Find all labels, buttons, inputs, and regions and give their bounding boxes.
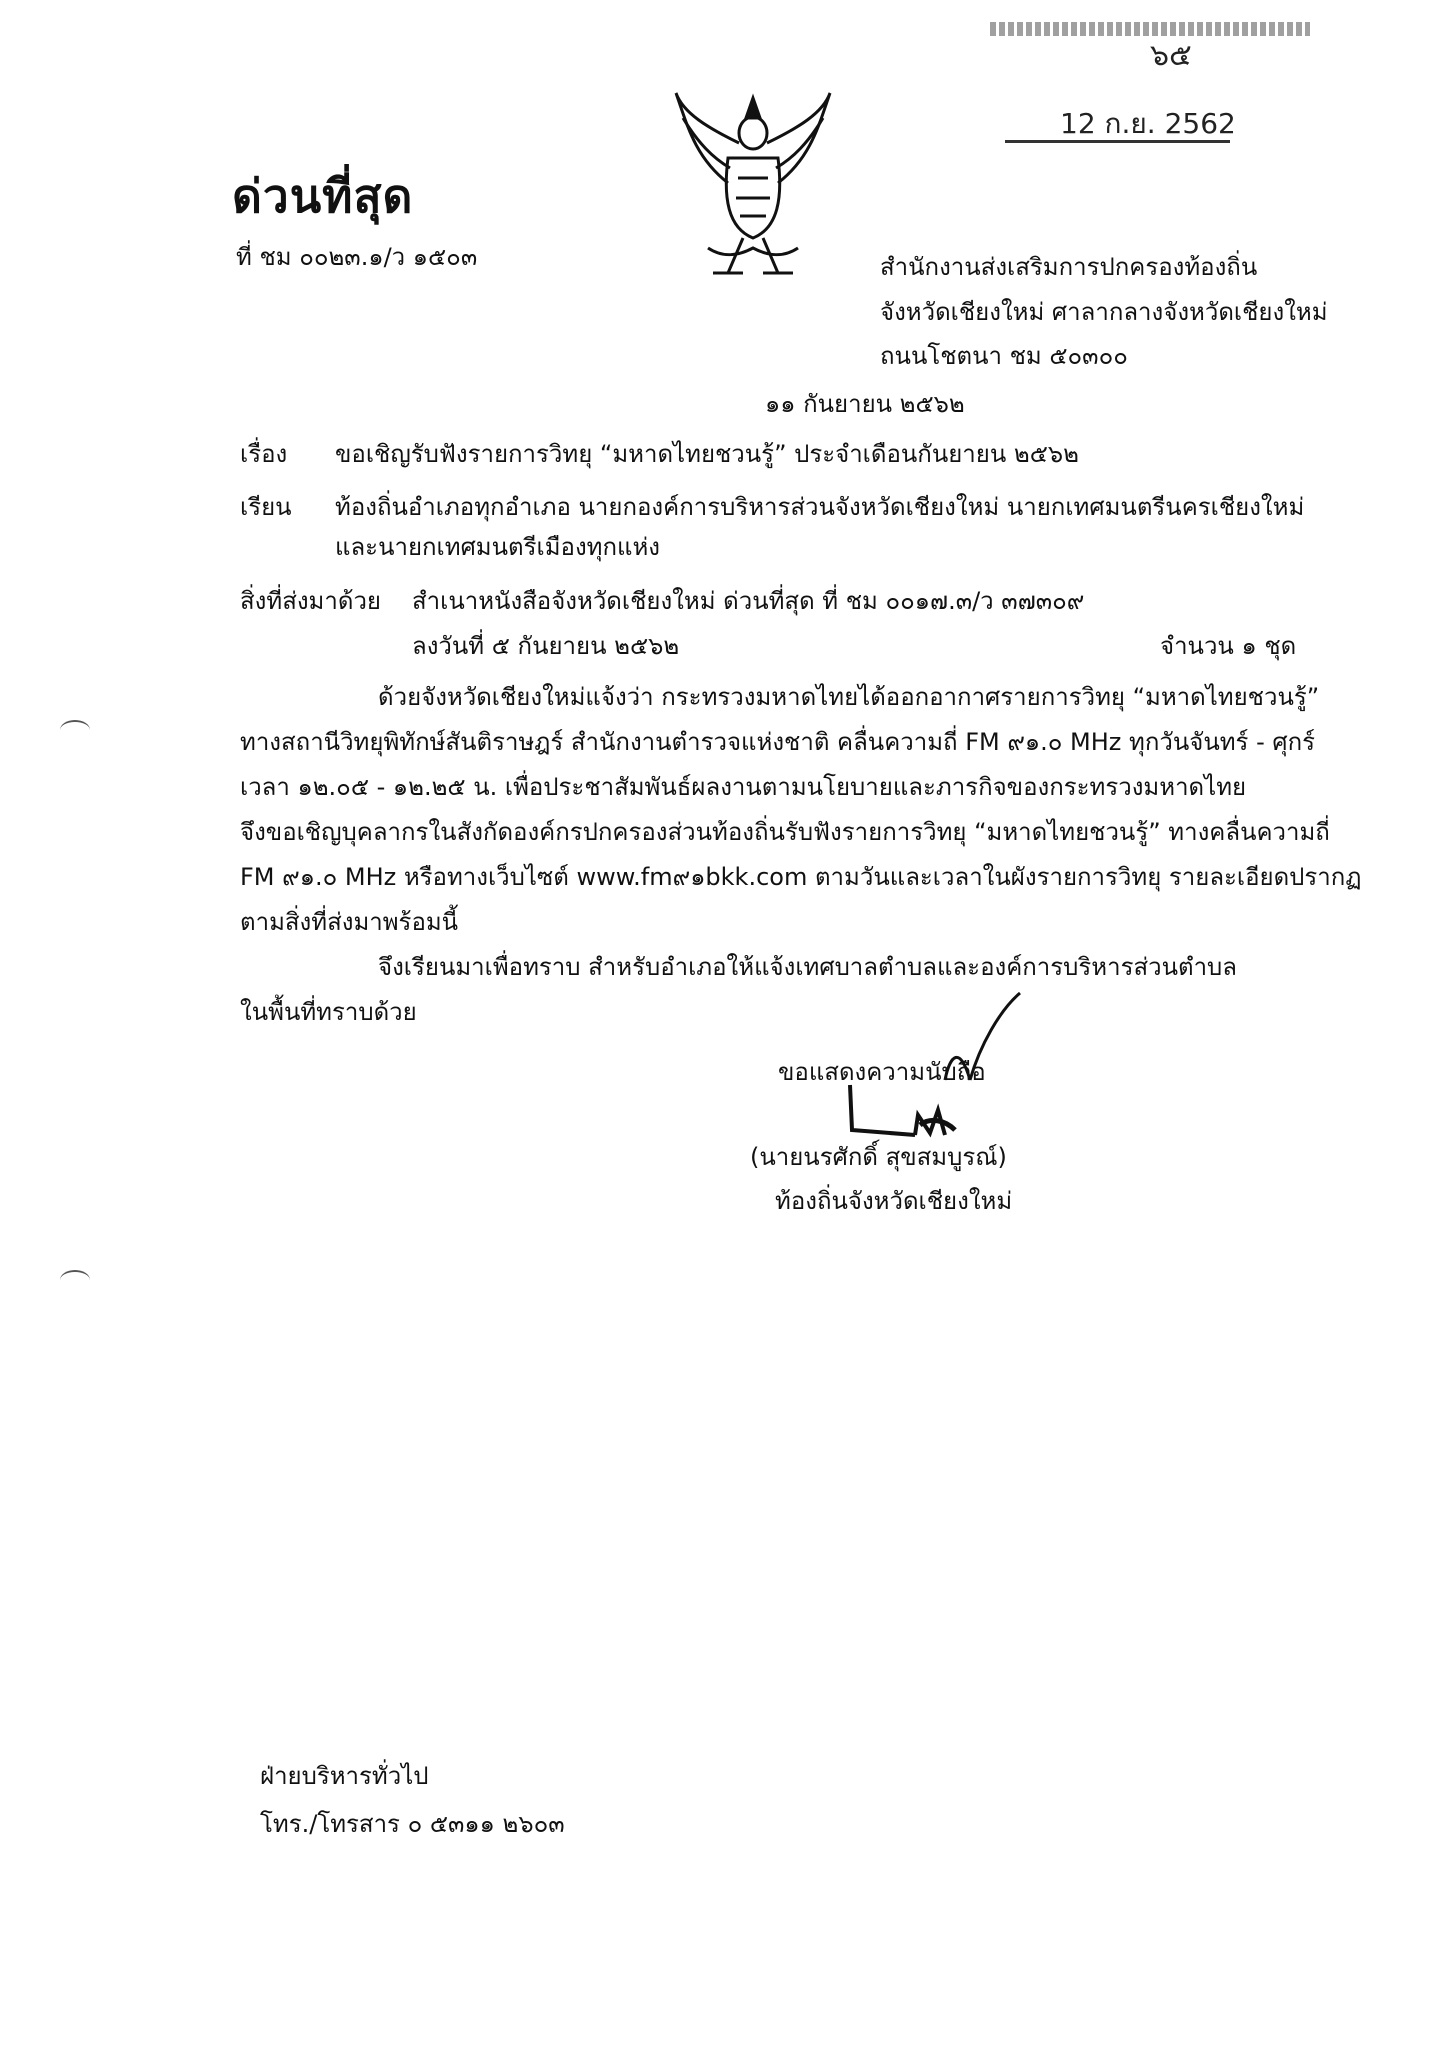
sender-org-line-2: จังหวัดเชียงใหม่ ศาลากลางจังหวัดเชียงใหม่ <box>880 298 1328 326</box>
receive-stamp <box>990 14 1320 154</box>
enclosure-label: สิ่งที่ส่งมาด้วย <box>240 587 381 615</box>
body-para1-line-3: เวลา ๑๒.๐๕ - ๑๒.๒๕ น. เพื่อประชาสัมพันธ์ผลงานตามนโยบายและภารกิจของกระทรวงมหาดไทย <box>240 773 1247 801</box>
sender-org-line-3: ถนนโชตนา ชม ๕๐๓๐๐ <box>880 342 1128 370</box>
footer-department: ฝ่ายบริหารทั่วไป <box>260 1762 429 1790</box>
to-line-2: และนายกเทศมนตรีเมืองทุกแห่ง <box>335 533 661 561</box>
stamp-number: ๖๕ <box>1150 38 1192 73</box>
to-label: เรียน <box>240 493 292 521</box>
subject-label: เรื่อง <box>240 440 288 468</box>
enclosure-line-2: ลงวันที่ ๕ กันยายน ๒๕๖๒ <box>412 632 680 660</box>
to-line-1: ท้องถิ่นอำเภอทุกอำเภอ นายกองค์การบริหารส่วนจังหวัดเชียงใหม่ นายกเทศมนตรีนครเชียงใหม่ <box>335 493 1305 521</box>
body-para1-line-5: FM ๙๑.๐ MHz หรือทางเว็บไซต์ www.fm๙๑bkk.com ตามวันและเวลาในผังรายการวิทยุ รายละเอียดปรากฏ <box>240 863 1362 891</box>
margin-mark <box>60 720 90 740</box>
signer-name: (นายนรศักดิ์ สุขสมบูรณ์) <box>750 1143 1007 1171</box>
enclosure-count: จำนวน ๑ ชุด <box>1160 632 1297 660</box>
subject-text: ขอเชิญรับฟังรายการวิทยุ “มหาดไทยชวนรู้” ประจำเดือนกันยายน ๒๕๖๒ <box>335 440 1079 468</box>
signer-title: ท้องถิ่นจังหวัดเชียงใหม่ <box>775 1187 1013 1215</box>
body-para1-line-4: จึงขอเชิญบุคลากรในสังกัดองค์กรปกครองส่วนท้องถิ่นรับฟังรายการวิทยุ “มหาดไทยชวนรู้” ทางคลื่นความถี่ <box>240 818 1330 846</box>
footer-phone: โทร./โทรสาร ๐ ๕๓๑๑ ๒๖๐๓ <box>260 1810 565 1838</box>
body-para1-line-1: ด้วยจังหวัดเชียงใหม่แจ้งว่า กระทรวงมหาดไทยได้ออกอากาศรายการวิทยุ “มหาดไทยชวนรู้” <box>378 683 1320 711</box>
handwritten-signature-icon <box>820 985 1040 1145</box>
stamp-underline <box>1005 140 1230 143</box>
margin-mark <box>60 1270 90 1290</box>
body-para1-line-2: ทางสถานีวิทยุพิทักษ์สันติราษฎร์ สำนักงานตำรวจแห่งชาติ คลื่นความถี่ FM ๙๑.๐ MHz ทุกวันจันทร์ - ศุกร์ <box>240 728 1316 756</box>
stamp-date: 12 ก.ย. 2562 <box>1060 107 1236 140</box>
body-para2-line-1: จึงเรียนมาเพื่อทราบ สำหรับอำเภอให้แจ้งเทศบาลตำบลและองค์การบริหารส่วนตำบล <box>378 953 1237 981</box>
garuda-emblem-icon <box>668 88 838 288</box>
sender-org-line-1: สำนักงานส่งเสริมการปกครองท้องถิ่น <box>880 253 1258 281</box>
closing-text: ขอแสดงความนับถือ <box>778 1058 986 1086</box>
enclosure-line-1: สำเนาหนังสือจังหวัดเชียงใหม่ ด่วนที่สุด ที่ ชม ๐๐๑๗.๓/ว ๓๗๓๐๙ <box>412 587 1085 615</box>
letter-date: ๑๑ กันยายน ๒๕๖๒ <box>765 390 965 418</box>
urgency-heading: ด่วนที่สุด <box>232 169 414 223</box>
body-para1-line-6: ตามสิ่งที่ส่งมาพร้อมนี้ <box>240 908 459 936</box>
body-para2-line-2: ในพื้นที่ทราบด้วย <box>240 998 417 1026</box>
reference-number: ที่ ชม ๐๐๒๓.๑/ว ๑๕๐๓ <box>236 243 478 271</box>
